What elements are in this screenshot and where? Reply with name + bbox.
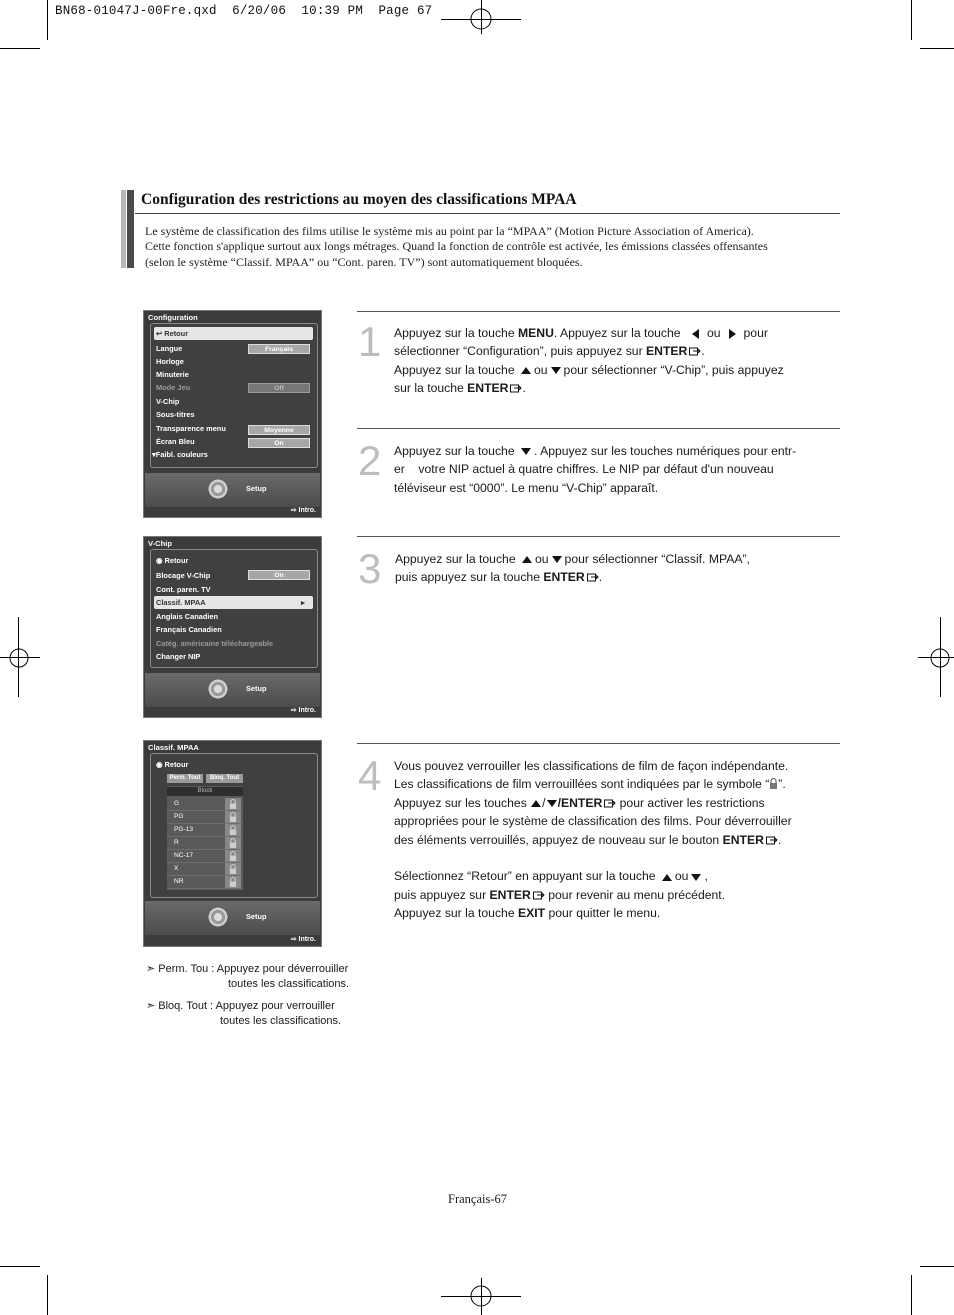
menu-panel	[150, 323, 318, 468]
down-arrow-icon	[551, 367, 561, 374]
rating-label: PG-13	[174, 826, 194, 833]
menu-panel	[150, 753, 318, 898]
section-title: Configuration des restrictions au moyen des classifications MPAA	[141, 191, 577, 208]
intro-hint: ⇨ Intro.	[290, 507, 316, 514]
down-arrow-icon	[547, 800, 557, 807]
lock-icon	[229, 812, 237, 822]
lock-icon	[229, 864, 237, 874]
ratings-header: Block	[167, 787, 243, 796]
menu-item-retour[interactable]: ↩ Retour	[156, 329, 189, 338]
lock-icon	[229, 825, 237, 835]
rating-row[interactable]	[167, 850, 243, 863]
ratings-table	[167, 786, 243, 890]
tv-screen-v-chip	[143, 536, 322, 718]
step-2-text: Appuyez sur la touche . Appuyez sur les touches numériques pour entr- er votre NIP actuel à quatre chiffres. Le NIP par défaut d'un nouveau téléviseur est “0000”. Le menu “V-Chip” apparaît.	[394, 444, 797, 495]
value-transparence: Moyenne	[248, 425, 310, 435]
gear-icon	[207, 678, 229, 700]
up-arrow-icon	[662, 874, 672, 881]
down-arrow-icon	[552, 556, 562, 563]
menu-item-faibl-couleurs[interactable]: ▾Faibl. couleurs	[152, 450, 208, 459]
step-rule	[357, 311, 840, 312]
bloq-tout-button[interactable]: Bloq. Tout	[206, 774, 243, 783]
tv-screen-classif-mpaa	[143, 740, 322, 947]
menu-item-minuterie[interactable]: Minuterie	[156, 370, 189, 379]
enter-icon	[766, 835, 778, 845]
setup-label: Setup	[246, 484, 267, 493]
up-arrow-icon	[522, 556, 532, 563]
lock-icon	[229, 838, 237, 848]
value-ecran-bleu: On	[248, 438, 310, 448]
rating-row[interactable]	[167, 811, 243, 824]
menu-item-retour[interactable]: ◉ Retour	[156, 556, 189, 565]
step-number: 4	[358, 752, 382, 799]
gear-icon	[207, 906, 229, 928]
lock-icon	[769, 778, 778, 789]
intro-paragraph	[145, 224, 835, 270]
perm-tout-button[interactable]: Perm. Tout	[167, 774, 203, 783]
step-3-text: Appuyez sur la touche ou pour sélectionner “Classif. MPAA”, puis appuyez sur la touche ENTER .	[395, 552, 750, 585]
intro-hint: ⇨ Intro.	[290, 936, 316, 943]
enter-icon	[510, 383, 522, 393]
menu-item-blocage-v-chip[interactable]: Blocage V-Chip	[156, 571, 211, 580]
file-slug: BN68-01047J-00Fre.qxd 6/20/06 10:39 PM Page 67	[55, 4, 433, 18]
enter-icon	[689, 346, 701, 356]
screen-bottom-bar	[145, 473, 320, 507]
title-bar-accent	[121, 190, 126, 268]
title-bar-accent-dark	[127, 190, 134, 268]
enter-icon	[587, 572, 599, 582]
step-rule	[357, 428, 840, 429]
down-arrow-icon	[521, 448, 531, 455]
lock-icon	[229, 877, 237, 887]
rating-label: NR	[174, 878, 184, 885]
enter-icon	[604, 798, 616, 808]
value-mode-jeu: Off	[248, 383, 310, 393]
menu-panel	[150, 549, 318, 668]
right-arrow-icon	[729, 329, 736, 339]
setup-label: Setup	[246, 912, 267, 921]
up-arrow-icon	[521, 367, 531, 374]
menu-item-mode-jeu[interactable]: Mode Jeu	[156, 383, 191, 392]
screen-title: Classif. MPAA	[148, 743, 199, 752]
value-blocage: On	[248, 570, 310, 580]
setup-label: Setup	[246, 684, 267, 693]
menu-item-categ-americaine[interactable]: Catég. américaine téléchargeable	[156, 639, 274, 648]
enter-icon	[533, 890, 545, 900]
step-number: 2	[358, 437, 382, 484]
menu-item-sous-titres[interactable]: Sous-titres	[156, 410, 195, 419]
menu-item-v-chip[interactable]: V-Chip	[156, 397, 180, 406]
screen-bottom-bar	[145, 673, 320, 707]
intro-hint: ⇨ Intro.	[290, 707, 316, 714]
intro-line: (selon le système “Classif. MPAA” ou “Cont. paren. TV”) sont automatiquement bloquées.	[145, 254, 583, 269]
tv-screen-configuration	[143, 310, 322, 518]
menu-item-classif-mpaa[interactable]: Classif. MPAA	[156, 598, 206, 607]
up-arrow-icon	[531, 800, 541, 807]
screen-title: Configuration	[148, 313, 198, 322]
menu-item-retour[interactable]: ◉ Retour	[156, 760, 189, 769]
menu-item-ecran-bleu[interactable]: Écran Bleu	[156, 437, 195, 446]
step-number: 3	[358, 545, 382, 592]
menu-item-langue[interactable]: Langue	[156, 344, 183, 353]
step-1-text: Appuyez sur la touche MENU. Appuyez sur la touche ou pour sélectionner “Configuration”, puis appuyez sur ENTER . Appuyez sur la touche ou pour sélectionner “V-Chip”, puis appuyez sur la touche ENTER .	[394, 326, 784, 396]
title-rule	[135, 213, 840, 214]
rating-row[interactable]	[167, 876, 243, 889]
menu-item-francais-canadien[interactable]: Français Canadien	[156, 625, 222, 634]
rating-label: PG	[174, 813, 184, 820]
intro-line: Le système de classification des films utilise le système mis au point par la “MPAA” (Motion Picture Association of America).	[145, 224, 754, 238]
rating-row[interactable]	[167, 824, 243, 837]
lock-icon	[229, 799, 237, 809]
step-rule	[357, 536, 840, 537]
intro-line: Cette fonction s'applique surtout aux longs métrages. Quand la fonction de contrôle est activée, les émissions classées offensantes	[145, 239, 768, 254]
registration-mark-icon	[469, 7, 493, 31]
step-4-text: Vous pouvez verrouiller les classifications de film de façon indépendante. Les classifications de film verrouillées sont indiquées par le symbole “ ”. Appuyez sur les touches / /ENTER pour activer les restrictions appropriées pour le système de classification des films. Pour déverrouiller des éléments verrouillés, appuyez de nouveau sur le bouton ENTER . Sélectionnez “Retour” en appuyant sur la touche ou , puis appuyez sur ENTER pour revenir au menu précédent. Appuyez sur la touche EXIT pour quitter le menu.	[394, 759, 792, 921]
menu-item-transparence[interactable]: Transparence menu	[156, 424, 226, 433]
step-rule	[357, 743, 840, 744]
left-arrow-icon	[692, 329, 699, 339]
registration-mark-icon	[929, 647, 951, 669]
screen-bottom-bar	[145, 901, 320, 935]
rating-label: R	[174, 839, 179, 846]
value-langue: Français	[248, 344, 310, 354]
rating-label: X	[174, 865, 179, 872]
menu-item-anglais-canadien[interactable]: Anglais Canadien	[156, 612, 219, 621]
registration-mark-icon	[469, 1284, 493, 1308]
rating-label: G	[174, 800, 180, 807]
rating-row[interactable]	[167, 863, 243, 876]
rating-label: NC-17	[174, 852, 194, 859]
gear-icon	[207, 478, 229, 500]
screen-title: V-Chip	[148, 539, 173, 548]
page-number: Français-67	[448, 1192, 508, 1206]
note-bloq-tout: ➣ Bloq. Tout : Appuyez pour verrouiller toutes les classifications.	[146, 1000, 342, 1027]
step-number: 1	[358, 318, 382, 365]
down-arrow-icon	[691, 874, 701, 881]
menu-item-changer-nip[interactable]: Changer NIP	[156, 652, 201, 661]
rating-row[interactable]	[167, 798, 243, 811]
note-perm-tout: ➣ Perm. Tou : Appuyez pour déverrouiller toutes les classifications.	[146, 963, 350, 990]
rating-row[interactable]	[167, 837, 243, 850]
lock-icon	[229, 851, 237, 861]
menu-item-cont-paren-tv[interactable]: Cont. paren. TV	[156, 585, 211, 594]
arrow-right-icon: ▸	[301, 598, 305, 607]
registration-mark-icon	[8, 647, 30, 669]
menu-item-horloge[interactable]: Horloge	[156, 357, 184, 366]
